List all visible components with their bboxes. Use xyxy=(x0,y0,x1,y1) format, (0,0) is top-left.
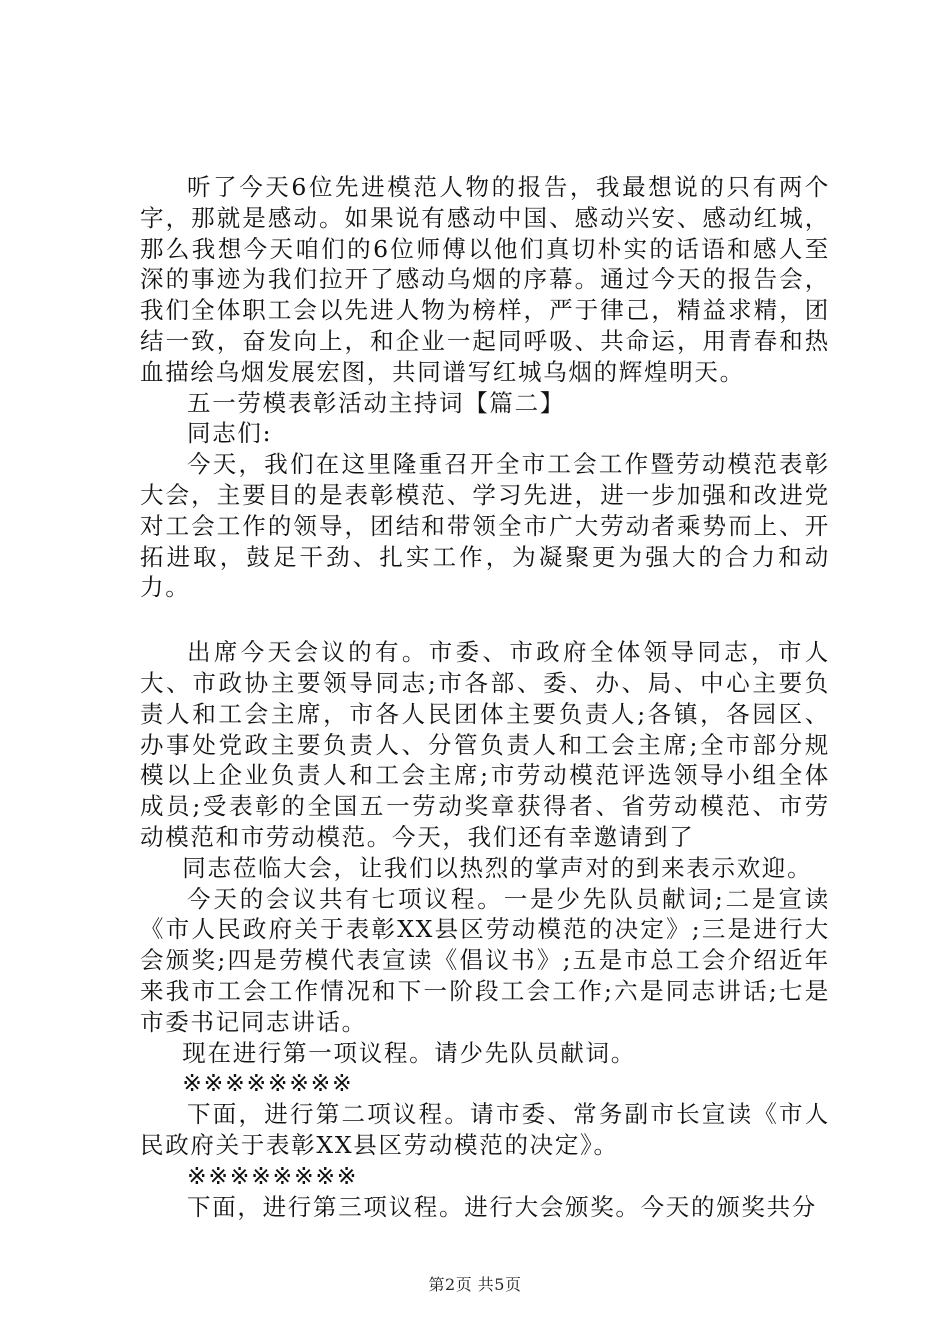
page-footer: 第2页 共5页 xyxy=(428,1275,522,1294)
paragraph-opening: 今天，我们在这里隆重召开全市工会工作暨劳动模范表彰大会，主要目的是表彰模范、学习先进，进一步加强和改进党对工会工作的领导，团结和带领全市广大劳动者乘势而上、开拓进取，鼓足干劲、扎实工作，为凝聚更为强大的合力和动力。 xyxy=(140,450,830,602)
separator-marks: ※※※※※※※※ xyxy=(187,1161,359,1190)
paragraph-attendees: 出席今天会议的有。市委、市政府全体领导同志，市人大、市政协主要领导同志;市各部、委、办、局、中心主要负责人和工会主席，市各人民团体主要负责人;各镇，各园区、办事处党政主要负责人、分管负责人和工会主席;全市部分规模以上企业负责人和工会主席;市劳动模范评选领导小组全体成员;受表彰的全国五一劳动奖章获得者、省劳动模范、市劳动模范和市劳动模范。今天，我们还有幸邀请到了 xyxy=(140,638,830,851)
paragraph-welcome: 同志莅临大会，让我们以热烈的掌声对的到来表示欢迎。 xyxy=(182,853,813,882)
document-body xyxy=(140,172,830,1222)
section-heading: 五一劳模表彰活动主持词【篇二】 xyxy=(187,388,565,417)
paragraph-item-three: 下面，进行第三项议程。进行大会颁奖。今天的颁奖共分 xyxy=(187,1192,817,1221)
separator-marks: ※※※※※※※※ xyxy=(182,1069,354,1098)
paragraph-report-reflection: 听了今天6位先进模范人物的报告，我最想说的只有两个字，那就是感动。如果说有感动中国、感动兴安、感动红城，那么我想今天咱们的6位师傅以他们真切朴实的话语和感人至深的事迹为我们拉开了感动乌烟的序幕。通过今天的报告会，我们全体职工会以先进人物为榜样，严于律己，精益求精，团结一致，奋发向上，和企业一起同呼吸、共命运，用青春和热血描绘乌烟发展宏图，共同谱写红城乌烟的辉煌明天。 xyxy=(140,173,830,386)
paragraph-item-two: 下面，进行第二项议程。请市委、常务副市长宣读《市人民政府关于表彰XX县区劳动模范的决定》。 xyxy=(140,1100,830,1159)
paragraph-gap xyxy=(140,603,830,637)
paragraph-agenda: 今天的会议共有七项议程。一是少先队员献词;二是宣读《市人民政府关于表彰XX县区劳动模范的决定》;三是进行大会颁奖;四是劳模代表宣读《倡议书》;五是市总工会介绍近年来我市工会工作情况和下一阶段工会工作;六是同志讲话;七是市委书记同志讲话。 xyxy=(140,884,830,1036)
salutation: 同志们: xyxy=(187,419,273,448)
paragraph-item-one: 现在进行第一项议程。请少先队员献词。 xyxy=(182,1038,636,1067)
